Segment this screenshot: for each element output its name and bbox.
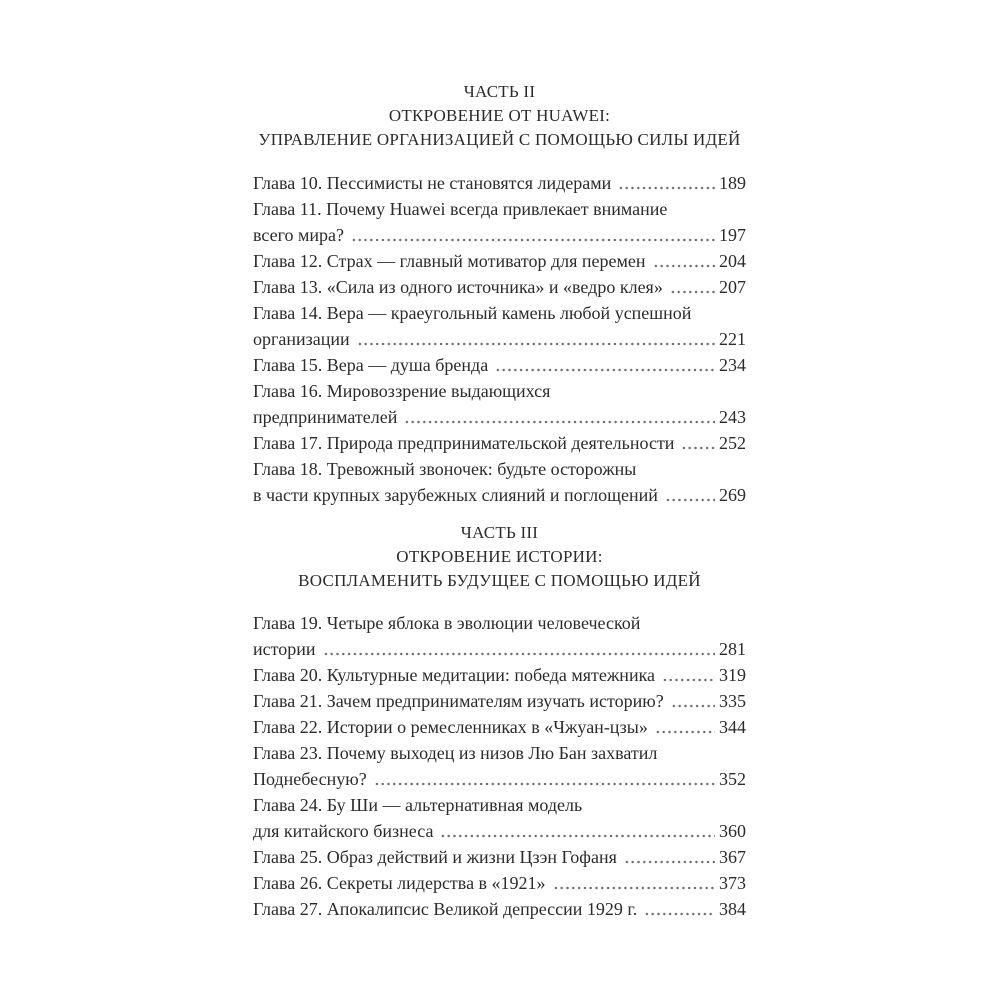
- dot-leader: [653, 248, 715, 274]
- dot-leader: [440, 818, 715, 844]
- toc-entry: [253, 610, 746, 662]
- toc-entry-page: 204: [719, 251, 746, 271]
- toc-entry: [253, 300, 746, 352]
- toc-entry: [253, 170, 746, 196]
- toc-entry-page: 384: [719, 899, 746, 919]
- dot-leader: [404, 404, 715, 430]
- toc-entry: [253, 792, 746, 844]
- toc-entry-page: 269: [719, 485, 746, 505]
- toc-entry: [253, 740, 746, 792]
- part-subtitle-line: УПРАВЛЕНИЕ ОРГАНИЗАЦИЕЙ С ПОМОЩЬЮ СИЛЫ ИДЕЙ: [258, 130, 741, 149]
- toc-entry-title: Глава 13. «Сила из одного источника» и «ведро клея»: [253, 277, 663, 297]
- toc-entry-title: Глава 21. Зачем предпринимателям изучать историю?: [253, 691, 664, 711]
- part-subtitle-line: ОТКРОВЕНИЕ ИСТОРИИ:: [396, 547, 603, 566]
- toc-entry-title: Глава 14. Вера — краеугольный камень любой успешной: [253, 303, 692, 323]
- toc-entry-title: Глава 15. Вера — душа бренда: [253, 355, 489, 375]
- toc-entry-page: 360: [719, 821, 746, 841]
- toc-entry-title: Глава 23. Почему выходец из низов Лю Бан захватил: [253, 743, 658, 763]
- toc-entry-title: Глава 24. Бу Ши — альтернативная модель: [253, 795, 583, 815]
- toc-entry: [253, 352, 746, 378]
- part-subtitle-line: ОТКРОВЕНИЕ ОТ HUAWEI:: [388, 106, 611, 125]
- toc-entry-title-continued: Поднебесную?: [253, 769, 367, 789]
- toc-entry-title: Глава 16. Мировоззрение выдающихся: [253, 381, 551, 401]
- toc-entry-page: 335: [719, 691, 746, 711]
- dot-leader: [670, 274, 715, 300]
- toc-entry-title: Глава 12. Страх — главный мотиватор для перемен: [253, 251, 646, 271]
- toc-entry-page: 197: [719, 225, 746, 245]
- dot-leader: [624, 844, 715, 870]
- toc-entry-title: Глава 18. Тревожный звоночек: будьте осторожны: [253, 459, 637, 479]
- part-subtitle-line: ВОСПЛАМЕНИТЬ БУДУЩЕЕ С ПОМОЩЬЮ ИДЕЙ: [298, 571, 701, 590]
- toc-entry: [253, 274, 746, 300]
- toc-entry-page: 252: [719, 433, 746, 453]
- part-label: ЧАСТЬ II: [463, 82, 536, 101]
- toc-entries-part-2: [253, 170, 746, 508]
- toc-entry: [253, 378, 746, 430]
- dot-leader: [665, 482, 715, 508]
- toc-entry-title-continued: в части крупных зарубежных слияний и поглощений: [253, 485, 658, 505]
- toc-entry-title: Глава 10. Пессимисты не становятся лидерами: [253, 173, 612, 193]
- toc-entry: [253, 714, 746, 740]
- toc-entry-page: 319: [719, 665, 746, 685]
- toc-entry: [253, 456, 746, 508]
- toc-entry-page: 373: [719, 873, 746, 893]
- toc-entry: [253, 688, 746, 714]
- toc-entry: [253, 870, 746, 896]
- toc-entry-title-continued: организации: [253, 329, 350, 349]
- dot-leader: [671, 688, 715, 714]
- dot-leader: [323, 636, 715, 662]
- dot-leader: [351, 222, 715, 248]
- dot-leader: [681, 430, 715, 456]
- dot-leader: [374, 766, 715, 792]
- part-heading-3: [253, 521, 746, 593]
- toc-entry: [253, 430, 746, 456]
- dot-leader: [357, 326, 715, 352]
- toc-entry-title-continued: для китайского бизнеса: [253, 821, 434, 841]
- toc-entry: [253, 196, 746, 248]
- dot-leader: [655, 714, 715, 740]
- toc-entry-title: Глава 19. Четыре яблока в эволюции человеческой: [253, 613, 641, 633]
- dot-leader: [495, 352, 715, 378]
- toc-content-column: [253, 80, 746, 922]
- toc-entry-page: 207: [719, 277, 746, 297]
- toc-entry-title-continued: предпринимателей: [253, 407, 398, 427]
- toc-entry-title-continued: истории: [253, 639, 316, 659]
- toc-entry: [253, 248, 746, 274]
- dot-leader: [644, 896, 715, 922]
- toc-entry-title: Глава 17. Природа предпринимательской деятельности: [253, 433, 675, 453]
- toc-entry-title: Глава 22. Истории о ремесленниках в «Чжуан-цзы»: [253, 717, 648, 737]
- toc-entry: [253, 662, 746, 688]
- dot-leader: [662, 662, 715, 688]
- dot-leader: [553, 870, 715, 896]
- toc-entry-title: Глава 20. Культурные медитации: победа мятежника: [253, 665, 656, 685]
- toc-entry-title: Глава 11. Почему Huawei всегда привлекает внимание: [253, 199, 668, 219]
- toc-entry-title: Глава 27. Апокалипсис Великой депрессии 1929 г.: [253, 899, 638, 919]
- part-label: ЧАСТЬ III: [460, 523, 539, 542]
- toc-entry-page: 243: [719, 407, 746, 427]
- toc-entry-page: 344: [719, 717, 746, 737]
- toc-entry-title: Глава 25. Образ действий и жизни Цзэн Гофаня: [253, 847, 617, 867]
- part-heading-2: [253, 80, 746, 152]
- toc-entry: [253, 844, 746, 870]
- toc-entry: [253, 896, 746, 922]
- toc-entry-title: Глава 26. Секреты лидерства в «1921»: [253, 873, 546, 893]
- toc-entry-page: 367: [719, 847, 746, 867]
- toc-entry-page: 189: [719, 173, 746, 193]
- toc-entry-title-continued: всего мира?: [253, 225, 345, 245]
- toc-entry-page: 352: [719, 769, 746, 789]
- dot-leader: [618, 170, 715, 196]
- toc-entry-page: 234: [719, 355, 746, 375]
- toc-entries-part-3: [253, 610, 746, 922]
- toc-entry-page: 281: [719, 639, 746, 659]
- toc-entry-page: 221: [719, 329, 746, 349]
